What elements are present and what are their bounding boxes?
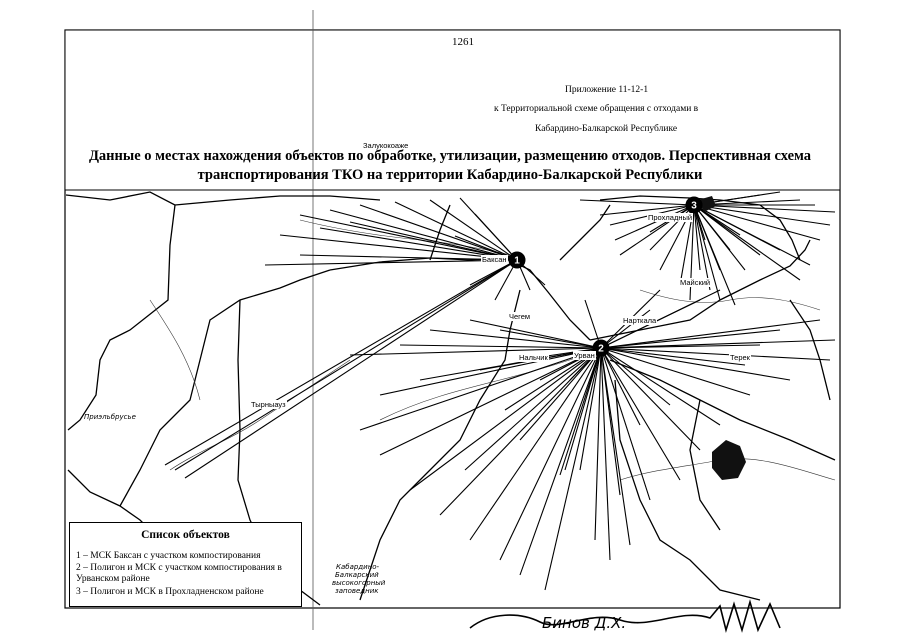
route-1-2 [330,210,517,260]
route-2-24 [601,348,680,480]
legend-item-2: 2 – Полигон и МСК с участком компостирования в Урванском районе [76,563,282,584]
region-label-priielbrusye: Приэльбрусье [84,413,136,421]
route-1-20 [165,260,517,465]
route-2-14 [410,348,601,490]
appendix-line-1: Приложение 11-12-1 [565,85,649,95]
hub-label-prokhladny: Прохладный [648,213,693,222]
place-label-terek: Терек [730,353,750,362]
reserve-label-2: Балкарский [335,571,379,579]
route-2-13 [380,348,601,455]
hub-label-urvan: Урван [574,351,595,360]
legend-title: Список объектов [141,529,230,541]
place-label-maysky: Майский [680,278,711,287]
river-1 [170,360,350,470]
route-1-18 [175,260,517,470]
legend-item-3: 3 – Полигон и МСК в Прохладненском районе [76,587,264,597]
route-2-11 [380,348,601,395]
route-1-4 [395,202,517,260]
route-2-1 [400,345,601,348]
place-label-zalukokoazhe: Залукокоаже [363,141,409,150]
route-3-4 [615,205,694,240]
appendix-line-2: к Территориальной схеме обращения с отходами в [494,104,699,114]
route-2-23 [601,348,650,500]
facility-number-2: 2 [598,343,604,355]
place-label-chegem: Чегем [509,312,531,321]
route-2-37 [601,290,720,348]
river-6 [150,300,200,400]
route-3-1 [580,200,694,205]
route-2-16 [470,348,601,540]
facility-number-1: 1 [514,255,520,267]
signature-text: Бинов Д.Х. [542,614,627,632]
reserve-label-4: заповедник [335,587,379,595]
appendix-line-3: Кабардино-Балкарской Республике [535,124,678,134]
place-label-tyrnyauz: Тырныауз [251,400,286,409]
district-border-1 [66,192,175,430]
district-border-15 [560,205,610,260]
route-2-3 [470,320,601,348]
district-border-14 [790,300,830,400]
route-2-18 [520,348,601,575]
route-2-19 [545,348,601,590]
district-border-12 [615,380,760,600]
hub-label-baksan: Баксан [482,255,507,264]
reserve-label-3: высокогорный [332,579,386,587]
route-2-43 [465,348,601,470]
place-label-nartkala: Нарткала [623,316,657,325]
route-1-19 [185,260,517,478]
facility-number-3: 3 [691,200,697,212]
route-2-17 [500,348,601,560]
reserve-label-1: Кабардино- [336,563,380,571]
district-border-2 [175,196,380,205]
map-title: Данные о местах нахождения объектов по обработке, утилизации, размещению отходов. Перспективная схема транспортирования ТКО на территории Кабардино-Балкарской Республики [88,148,812,183]
district-border-6 [330,258,505,270]
district-border-4 [120,270,330,506]
legend-item-1: 1 – МСК Баксан с участком компостирования [76,551,261,561]
place-label-nalchik: Нальчик [519,353,548,362]
page-number: 1261 [452,36,474,48]
legend-box [69,522,302,607]
route-2-48 [601,348,670,405]
